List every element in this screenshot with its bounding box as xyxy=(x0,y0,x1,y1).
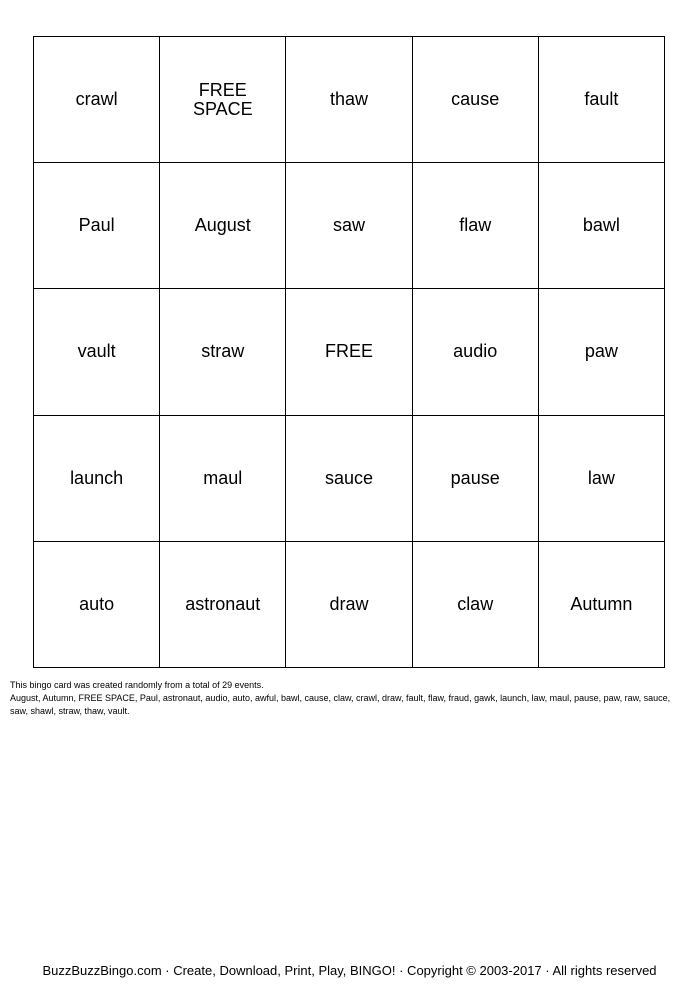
bingo-cell: Autumn xyxy=(539,542,665,668)
bingo-cell: August xyxy=(160,163,286,289)
bingo-cell: saw xyxy=(286,163,412,289)
page-footer: BuzzBuzzBingo.com · Create, Download, Print, Play, BINGO! · Copyright © 2003-2017 · All rights reserved xyxy=(42,963,657,978)
bingo-cell: Paul xyxy=(34,163,160,289)
bingo-cell: maul xyxy=(160,416,286,542)
bingo-cell: pause xyxy=(413,416,539,542)
bingo-cell: crawl xyxy=(34,37,160,163)
card-info xyxy=(10,679,690,718)
bingo-cell: audio xyxy=(413,289,539,415)
bingo-card-grid xyxy=(33,36,665,668)
bingo-cell: launch xyxy=(34,416,160,542)
bingo-cell: sauce xyxy=(286,416,412,542)
bingo-cell: bawl xyxy=(539,163,665,289)
bingo-cell: draw xyxy=(286,542,412,668)
bingo-cell: paw xyxy=(539,289,665,415)
bingo-cell: vault xyxy=(34,289,160,415)
bingo-cell: astronaut xyxy=(160,542,286,668)
bingo-cell: flaw xyxy=(413,163,539,289)
bingo-cell: straw xyxy=(160,289,286,415)
bingo-cell: law xyxy=(539,416,665,542)
bingo-cell: FREE SPACE xyxy=(160,37,286,163)
bingo-cell: cause xyxy=(413,37,539,163)
bingo-center-cell: FREE xyxy=(286,289,412,415)
card-summary-text: This bingo card was created randomly from a total of 29 events. xyxy=(10,680,264,690)
bingo-cell: fault xyxy=(539,37,665,163)
bingo-cell: auto xyxy=(34,542,160,668)
bingo-cell: claw xyxy=(413,542,539,668)
event-list-text: August, Autumn, FREE SPACE, Paul, astronaut, audio, auto, awful, bawl, cause, claw, crawl, draw, fault, flaw, fraud, gawk, launch, law, maul, pause, paw, raw, sauce, saw, shawl, straw, thaw, vault. xyxy=(10,693,671,716)
bingo-cell: thaw xyxy=(286,37,412,163)
